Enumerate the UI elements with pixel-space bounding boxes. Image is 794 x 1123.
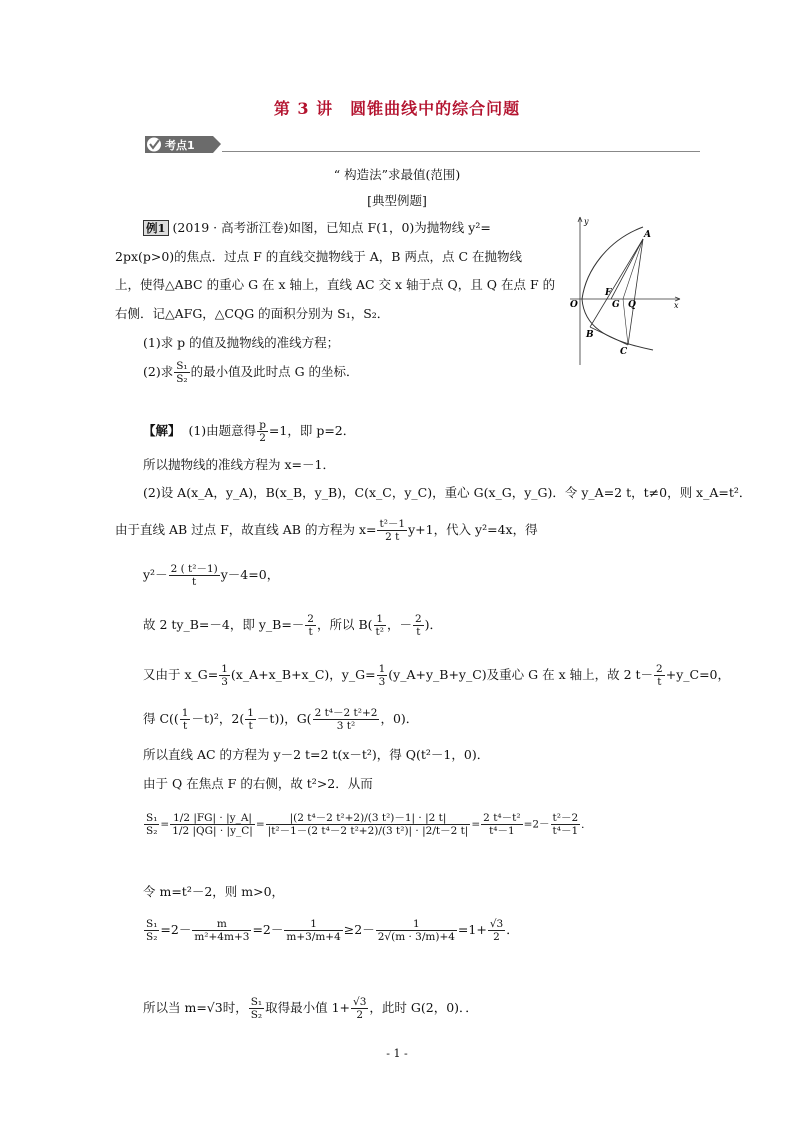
solution-directrix: 所以抛物线的准线方程为 x=－1． <box>143 457 335 472</box>
solution-condition: 由于 Q 在焦点 F 的右侧，故 t²>2．从而 <box>143 776 373 791</box>
header-rule <box>222 151 700 152</box>
example-tag: 例1 <box>143 220 169 236</box>
label-O: O <box>570 300 578 310</box>
subsection-title: [典型例题] <box>367 193 427 208</box>
label-F: F <box>605 288 612 298</box>
solution-substitution: 令 m=t²－2，则 m>0， <box>143 884 285 899</box>
section-title: “ 构造法”求最值(范围) <box>333 167 461 182</box>
solution-quadratic: y²－ $\frac{\text{2 ( t²－1)}}{t}$ y－4=0， <box>143 563 280 588</box>
example-line-1: 例1 (2019 · 高考浙江卷)如图，已知点 F(1，0)为抛物线 y²= <box>143 218 491 236</box>
question-2: (2)求 $\frac{\text{S₁}}{\text{S₂}}$ 的最小值及此时点 G 的坐标． <box>143 360 359 385</box>
example-line-2: 2px(p>0)的焦点．过点 F 的直线交抛物线于 A，B 两点，点 C 在抛物线 <box>115 249 522 264</box>
solution-centroid: 又由于 x_G= $\frac{1}{3}$ (x_A+x_B+x_C)，y_G= $\frac{1}{3}$ (y_A+y_B+y_C)及重心 G 在 x 轴上，故 2 t－ $\frac{2}{t}$ +y_C=0， <box>143 663 730 688</box>
label-B: B <box>586 330 594 340</box>
page-title: 第 3 讲 圆锥曲线中的综合问题 <box>273 99 521 118</box>
label-C: C <box>620 347 628 357</box>
y-axis-label: y <box>584 217 589 226</box>
solution-line-ab: 由于直线 AB 过点 F，故直线 AB 的方程为 x= $\frac{\text{t²－1}}{2 t}$ y+1，代入 y²=4x，得 <box>115 518 538 543</box>
example-line-4: 右侧．记△AFG，△CQG 的面积分别为 S₁，S₂． <box>115 306 390 321</box>
question-1: (1)求 p 的值及抛物线的准线方程； <box>143 335 340 350</box>
label-A: A <box>644 230 651 240</box>
solution-line-ac: 所以直线 AC 的方程为 y－2 t=2 t(x－t²)，得 Q(t²－1，0)． <box>143 747 490 762</box>
solution-part-2-setup: (2)设 A(x_A，y_A)，B(x_B，y_B)，C(x_C，y_C)，重心 G(x_G，y_G)．令 y_A=2 t，t≠0，则 x_A=t²． <box>143 485 752 500</box>
solution-inequality: $\frac{\text{S₁}}{\text{S₂}}$ =2－ $\frac{m}{\text{m²+4m+3}}$ =2－ $\frac{1}{m+3/m+4}$ ≥2－ $\frac{1}{2√(m \cdot 3/m)+4}$ =1+ $\frac{√3}{2}$ ． <box>146 918 519 943</box>
solution-part-1: 【解】 (1)由题意得 $\frac{p}{2}$ =1，即 p=2． <box>143 419 356 444</box>
badge-label: 考点1 <box>165 139 195 152</box>
x-axis-label: x <box>674 301 679 310</box>
section-badge <box>143 135 223 154</box>
example-line-3: 上，使得△ABC 的重心 G 在 x 轴上，直线 AC 交 x 轴于点 Q，且 Q 在点 F 的 <box>115 277 556 292</box>
page-number: - 1 - <box>386 1047 408 1060</box>
solution-ratio: $\frac{\text{S₁}}{\text{S₂}}$ = $\frac{1/2 |FG| \cdot |y\_A|}{1/2 |QG| \cdot |y\_C|}$ = $\frac{\text{|(2 t⁴－2 t²+2)/(3 t²)－1| · |2 t|}}{\text{|t²－1－(2 t⁴－2 t²+2)/(3 t²)| · |2/t－2 t|}}$ = $\frac{\text{2 t⁴－t²}}{\text{t⁴－1}}$ =2－ $\frac{\text{t²－2}}{\text{t⁴－1}}$ ． <box>146 812 592 837</box>
solution-points-cg: 得 C(( $\frac{1}{t}$ －t)²，2( $\frac{1}{t}$ －t))，G( $\frac{\text{2 t⁴－2 t²+2}}{\text{3 t²}}$ ，0)． <box>143 707 419 732</box>
solution-point-b: 故 2 ty_B=－4，即 y_B=－ $\frac{2}{t}$ ，所以 B( $\frac{1}{\text{t²}}$ ，－ $\frac{2}{t}$ )． <box>143 613 443 638</box>
label-G: G <box>612 300 620 310</box>
parabola-figure <box>568 215 686 370</box>
solution-conclusion: 所以当 m=√3时， $\frac{\text{S₁}}{\text{S₂}}$ 取得最小值 1+ $\frac{√3}{2}$ ，此时 G(2，0)．． <box>143 996 478 1021</box>
label-Q: Q <box>628 300 636 310</box>
